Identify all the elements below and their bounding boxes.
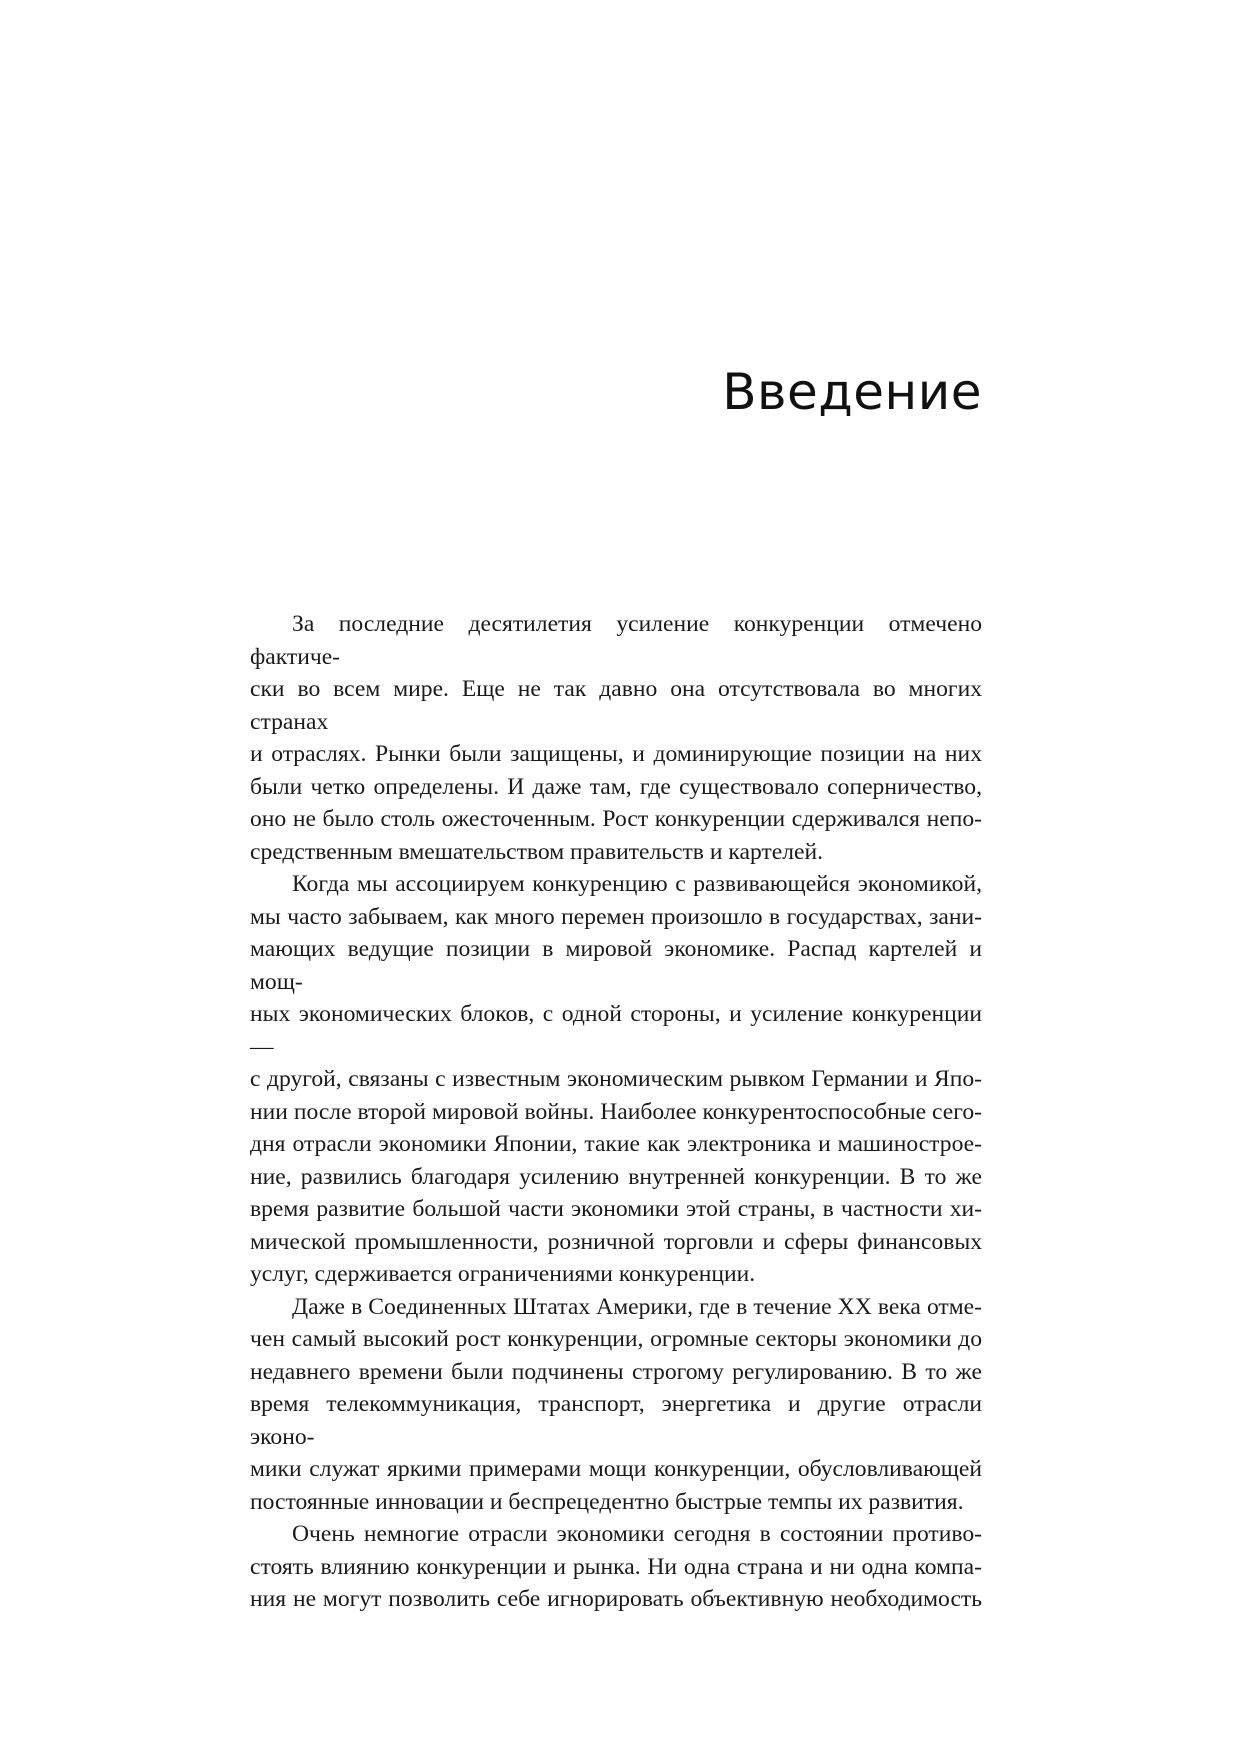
text-line: дня отрасли экономики Японии, такие как электроника и машинострое-: [250, 1131, 982, 1157]
paragraph-3: [250, 1291, 982, 1519]
text-line: Когда мы ассоциируем конкуренцию с развивающейся экономикой,: [292, 871, 982, 897]
text-line: мающих ведущие позиции в мировой экономике. Распад картелей и мощ-: [250, 936, 982, 995]
text-line: были четко определены. И даже там, где существовало соперничество,: [250, 773, 982, 800]
body-text: [250, 608, 982, 1616]
text-line: время телекоммуникация, транспорт, энергетика и другие отрасли эконо-: [250, 1391, 982, 1450]
text-line: чен самый высокий рост конкуренции, огромные секторы экономики до: [250, 1326, 982, 1352]
text-line: средственным вмешательством правительств и картелей.: [250, 838, 823, 865]
paragraph-2: [250, 868, 982, 1291]
text-line: мы часто забываем, как много перемен произошло в государствах, зани-: [250, 903, 982, 930]
paragraph-4: [250, 1518, 982, 1616]
text-line: ски во всем мире. Еще не так давно она отсутствовала во многих странах: [250, 676, 982, 735]
text-line: мики служат яркими примерами мощи конкуренции, обусловливающей: [250, 1456, 982, 1482]
text-line: Даже в Соединенных Штатах Америки, где в течение XX века отме-: [292, 1293, 982, 1320]
text-line: нии после второй мировой войны. Наиболее конкурентоспособные сего-: [250, 1098, 982, 1125]
text-line: и отраслях. Рынки были защищены, и доминирующие позиции на них: [250, 741, 982, 767]
text-line: недавнего времени были подчинены строгому регулированию. В то же: [250, 1358, 982, 1385]
text-line: Очень немногие отрасли экономики сегодня в состоянии противо-: [292, 1521, 982, 1547]
text-line: время развитие большой части экономики этой страны, в частности хи-: [250, 1196, 982, 1222]
text-line: За последние десятилетия усиление конкуренции отмечено фактиче-: [250, 611, 982, 670]
text-line: с другой, связаны с известным экономическим рывком Германии и Япо-: [250, 1066, 982, 1092]
text-line: оно не было столь ожесточенным. Рост конкуренции сдерживался непо-: [250, 806, 982, 832]
text-line: постоянные инновации и беспрецедентно быстрые темпы их развития.: [250, 1488, 964, 1515]
text-line: услуг, сдерживается ограничениями конкуренции.: [250, 1261, 756, 1287]
text-line: стоять влиянию конкуренции и рынка. Ни одна страна и ни одна компа-: [250, 1553, 982, 1580]
paragraph-1: [250, 608, 982, 868]
text-line: ных экономических блоков, с одной стороны, и усиление конкуренции —: [250, 1001, 982, 1060]
text-line: мической промышленности, розничной торговли и сферы финансовых: [250, 1228, 982, 1255]
text-line: ние, развились благодаря усилению внутренней конкуренции. В то же: [250, 1163, 982, 1190]
text-line: ния не могут позволить себе игнорировать объективную необходимость: [250, 1586, 982, 1612]
chapter-title: Введение: [722, 363, 982, 421]
